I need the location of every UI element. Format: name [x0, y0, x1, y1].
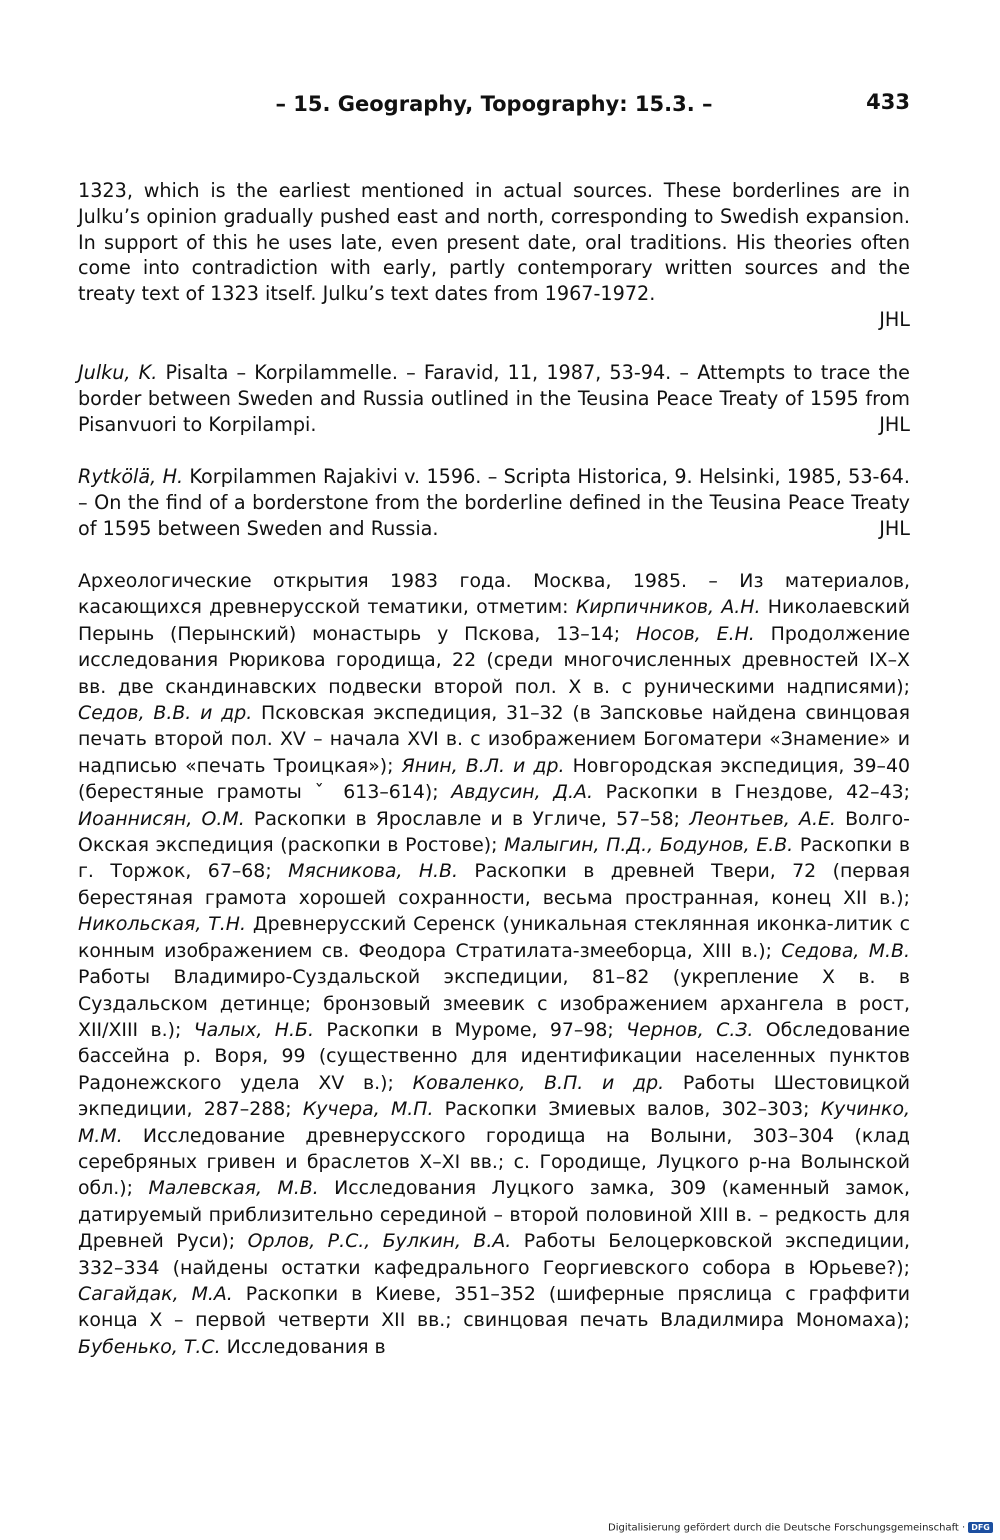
- reviewer-signature: JHL: [879, 412, 910, 436]
- entry-author: Бубенько, Т.С.: [78, 1335, 221, 1358]
- entry-author: Julku, K.: [78, 361, 158, 384]
- digitization-footer: [608, 1522, 993, 1534]
- entry-text: Работы Владимиро-Суздальской экспедиции, 81–82 (укрепление X в. в Суздальском детинце; бронзовый змеевик с изображением архангела в рост, XII/XIII в.);: [78, 966, 910, 1041]
- entry-text: Исследование древнерусского городища на Волыни, 303–304 (клад серебряных гривен и браслетов X–XI вв.; с. Городище, Луцкого р-на Волынской обл.);: [78, 1124, 910, 1200]
- entry-author: Малевская, М.В.: [148, 1177, 319, 1200]
- entry-author: Леонтьев, А.Е.: [689, 807, 836, 830]
- entry-author: Седов, В.В. и др.: [78, 702, 253, 725]
- bibliography-entry-russian: [78, 568, 910, 1360]
- entry-text: Раскопки в древней Твери, 72 (первая берестяная грамота хорошей сохранности, весьма пространная, конец XII в.);: [78, 860, 910, 909]
- entry-author: Янин, В.Л. и др.: [401, 754, 565, 777]
- entry-text: Новгородская экспедиция, 39–40 (берестяные грамоты ˇ 613–614);: [78, 754, 910, 804]
- entry-author: Орлов, Р.С., Булкин, В.А.: [247, 1230, 512, 1253]
- entry-author: Никольская, Т.Н.: [78, 913, 246, 936]
- entry-text: Древнерусский Серенск (уникальная стеклянная иконка-литик с конным изображением св. Феодора Стратилата-змееборца, XIII в.);: [78, 913, 910, 962]
- entry-text: Работы Шестовицкой экпедиции, 287–288;: [78, 1071, 910, 1121]
- entry-text: Волго-Окская экспедиция (раскопки в Ростове);: [78, 807, 910, 857]
- reviewer-signature: JHL: [879, 516, 910, 540]
- entry-author: Rytkölä, H.: [78, 465, 184, 488]
- russian-entry-text: [78, 568, 910, 1360]
- dfg-logo-icon: DFG: [968, 1522, 993, 1533]
- entry-text: Раскопки в Киеве, 351–352 (шиферные пряслица с граффити конца X – первой четверти XII вв.; свинцовая печать Владилмира Мономаха);: [78, 1282, 910, 1332]
- entry-author: Мясникова, Н.В.: [288, 860, 459, 883]
- entry-text: Николаевский Перынь (Перынский) монастырь у Пскова, 13–14;: [78, 596, 910, 645]
- entry-text: Продолжение исследования Рюрикова городища, 22 (среди многочисленных древностей IX–X вв. две скандинавских подвески второй пол. X в. с руническими надписями);: [78, 622, 910, 698]
- entry-author: Иоаннисян, О.М.: [78, 807, 245, 830]
- entry-text: Исследования в: [220, 1335, 386, 1358]
- bibliography-entry-rytkola: [78, 464, 910, 541]
- entry-author: Коваленко, В.П. и др.: [412, 1071, 665, 1094]
- running-header: [78, 92, 910, 126]
- entry-text: Раскопки в Муроме, 97–98;: [313, 1018, 627, 1041]
- entry-text: Korpilammen Rajakivi v. 1596. – Scripta Historica, 9. Helsinki, 1985, 53-64. – On the find of a borderstone from the borderline defined in the Teusina Peace Treaty of 1595 between Sweden and Russia.: [78, 465, 910, 540]
- entry-author: Сагайдак, М.А.: [78, 1282, 233, 1305]
- entry-text: Исследования Луцкого замка, 309 (каменный замок, датируемый приблизительно серединой – второй половиной XIII в. – редкость для Древней Руси);: [78, 1177, 911, 1253]
- entry-text: Псковская экспедиция, 31–32 (в Запсковье найдена свинцовая печать второй пол. XV – начала XVI в. с изображением Богоматери «Знамение» и надписью «печать Троицкая»);: [78, 702, 910, 777]
- entry-author: Кучинко, М.М.: [78, 1098, 911, 1147]
- entry-author: Малыгин, П.Д., Бодунов, Е.В.: [504, 834, 794, 857]
- entry-author: Кучера, М.П.: [302, 1098, 434, 1121]
- entry-text: Раскопки в Гнездове, 42–43;: [592, 781, 910, 804]
- entry-text: Обследование бассейна р. Воря, 99 (существенно для идентификации населенных пунктов Радонежского удела XV в.);: [78, 1018, 910, 1094]
- entry-text: Раскопки в г. Торжок, 67–68;: [78, 834, 910, 883]
- entry-author: Чалых, Н.Б.: [193, 1018, 314, 1041]
- section-title: – 15. Geography, Topography: 15.3. –: [275, 92, 713, 116]
- entry-text: Работы Белоцерковской экспедиции, 332–334 (найдены остатки кафедрального Георгиевского собора в Юрьеве?);: [78, 1230, 911, 1279]
- entry-text: Pisalta – Korpilammelle. – Faravid, 11, 1987, 53-94. – Attempts to trace the border between Sweden and Russia outlined in the Teusina Peace Treaty of 1595 from Pisanvuori to Korpilampi.: [78, 361, 910, 436]
- entry-text: Раскопки в Ярославле и в Угличе, 57–58;: [244, 807, 690, 830]
- page-number: 433: [866, 90, 910, 114]
- entry-text: Археологические открытия 1983 года. Москва, 1985. – Из материалов, касающихся древнерусской тематики, отметим:: [78, 570, 910, 619]
- entry-continuation: [78, 178, 910, 333]
- reviewer-signature: JHL: [879, 307, 910, 331]
- entry-author: Седова, М.В.: [781, 939, 910, 962]
- entry-author: Кирпичников, А.Н.: [575, 596, 761, 619]
- entry-author: Носов, Е.Н.: [635, 622, 755, 645]
- footer-text: Digitalisierung gefördert durch die Deutsche Forschungsgemeinschaft ·: [608, 1522, 966, 1534]
- entry-text: Раскопки Змиевых валов, 302–303;: [433, 1098, 821, 1121]
- entry-text: 1323, which is the earliest mentioned in actual sources. These borderlines are in Julku’s opinion gradually pushed east and north, corresponding to Swedish expansion. In support of this he uses late, even present date, oral traditions. His theories often come into contradiction with early, partly contemporary written sources and the treaty text of 1323 itself. Julku’s text dates from 1967-1972.: [78, 179, 910, 306]
- entry-author: Чернов, С.З.: [626, 1018, 754, 1041]
- bibliography-entry-julku: [78, 360, 910, 437]
- entry-author: Авдусин, Д.А.: [451, 781, 593, 804]
